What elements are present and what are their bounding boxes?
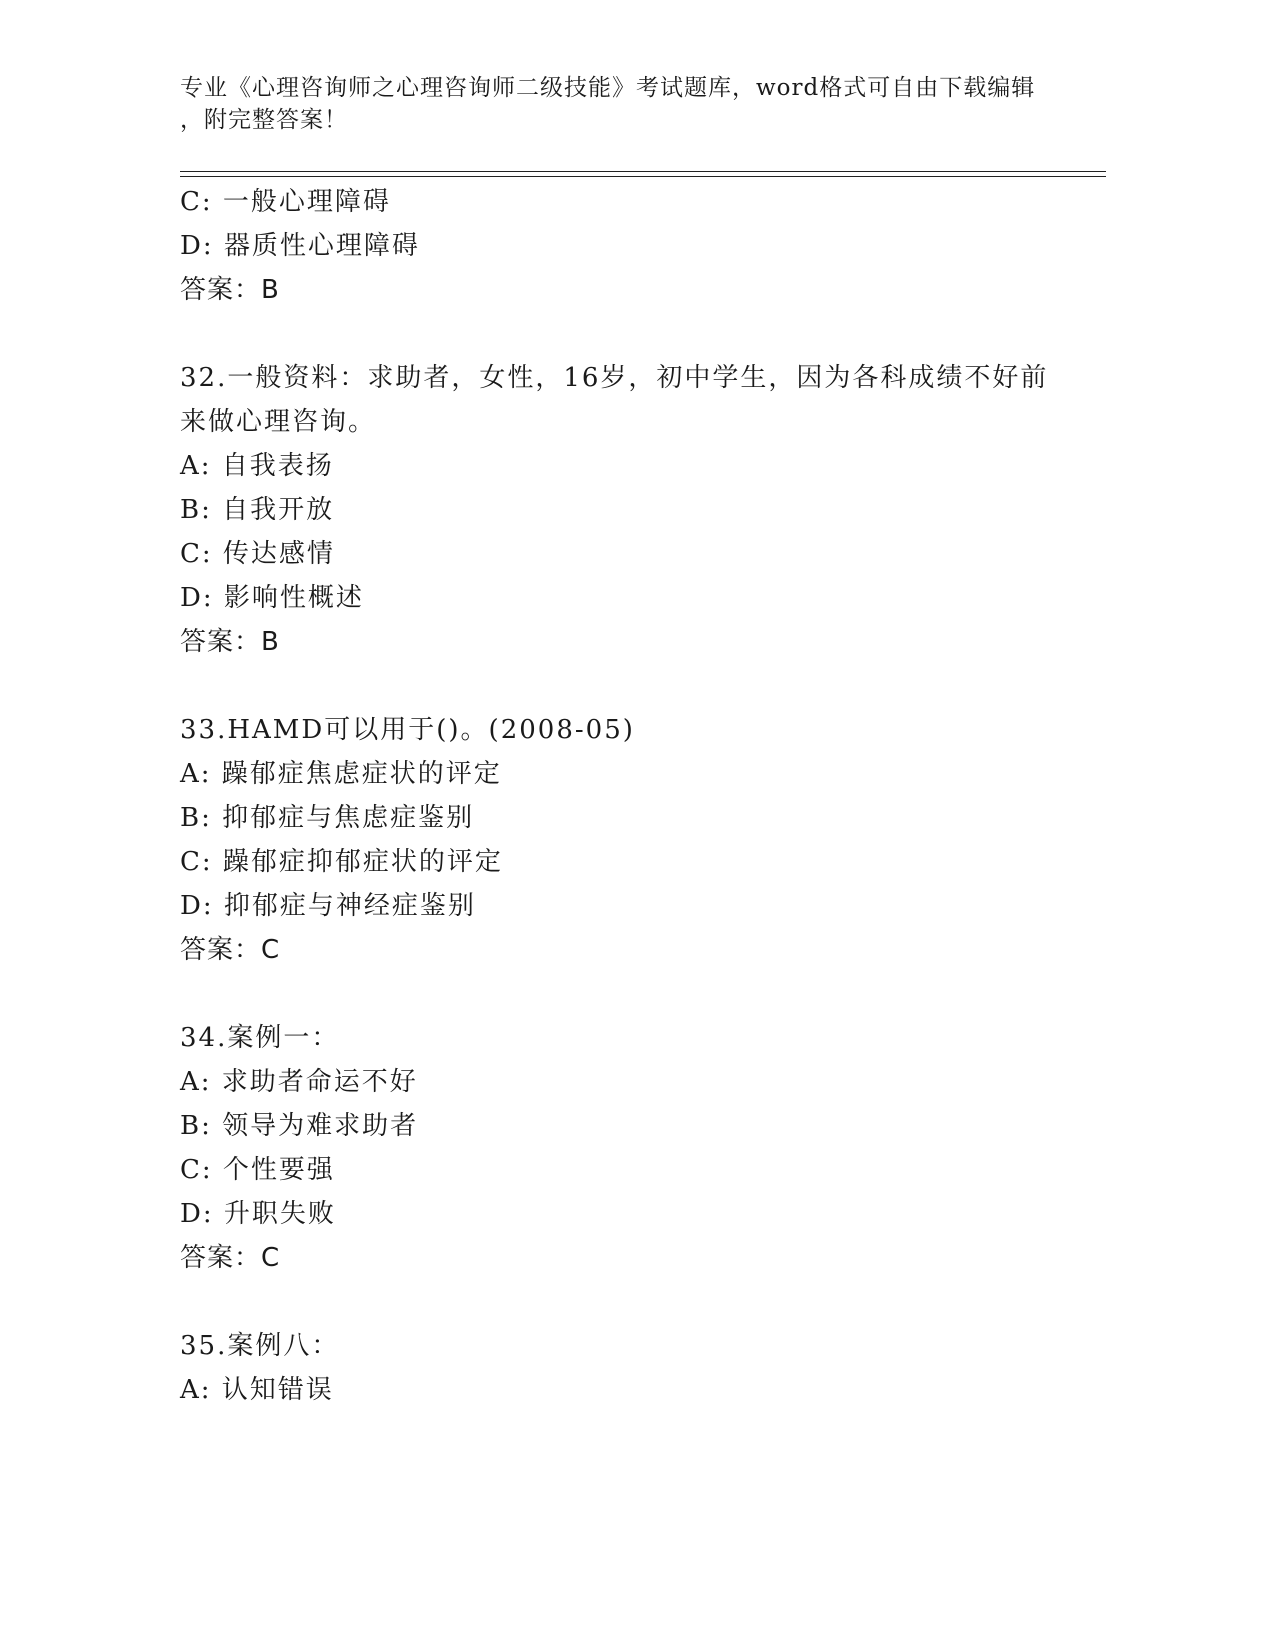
q34-option-a: A: 求助者命运不好 <box>180 1067 418 1097</box>
q31-option-c: C: 一般心理障碍 <box>180 187 391 217</box>
q33-stem: 33.HAMD可以用于()。(2008-05) <box>180 715 635 745</box>
q32-option-b: B: 自我开放 <box>180 495 335 525</box>
header-divider-bottom <box>180 176 1106 177</box>
q33-answer: 答案：C <box>180 935 281 965</box>
q32-option-c: C: 传达感情 <box>180 539 335 569</box>
q34-option-c: C: 个性要强 <box>180 1155 335 1185</box>
question-32-block <box>180 356 1080 664</box>
question-31-block <box>180 180 1080 312</box>
q34-stem: 34.案例一： <box>180 1023 340 1053</box>
spacer <box>180 1280 1080 1324</box>
header-line-1: 专业《心理咨询师之心理咨询师二级技能》考试题库，word格式可自由下载编辑 <box>180 75 1036 101</box>
question-list <box>180 180 1080 1412</box>
spacer <box>180 312 1080 356</box>
q33-option-c: C: 躁郁症抑郁症状的评定 <box>180 847 503 877</box>
q33-option-a: A: 躁郁症焦虑症状的评定 <box>180 759 502 789</box>
q33-option-d: D: 抑郁症与神经症鉴别 <box>180 891 476 921</box>
q31-option-d: D: 器质性心理障碍 <box>180 231 420 261</box>
q31-answer: 答案：B <box>180 275 280 305</box>
q32-option-a: A: 自我表扬 <box>180 451 334 481</box>
q34-option-b: B: 领导为难求助者 <box>180 1111 419 1141</box>
header-line-2: ，附完整答案！ <box>180 107 348 133</box>
document-header <box>180 72 1080 136</box>
q33-option-b: B: 抑郁症与焦虑症鉴别 <box>180 803 475 833</box>
q35-stem: 35.案例八： <box>180 1331 340 1361</box>
spacer <box>180 972 1080 1016</box>
q32-stem-line-1: 32.一般资料：求助者，女性，16岁，初中学生，因为各科成绩不好前 <box>180 363 1049 393</box>
q35-option-a: A: 认知错误 <box>180 1375 334 1405</box>
question-35-block <box>180 1324 1080 1412</box>
question-33-block <box>180 708 1080 972</box>
q32-option-d: D: 影响性概述 <box>180 583 364 613</box>
q32-stem-line-2: 来做心理咨询。 <box>180 407 377 437</box>
question-34-block <box>180 1016 1080 1280</box>
header-divider-top <box>180 171 1106 172</box>
q34-answer: 答案：C <box>180 1243 281 1273</box>
spacer <box>180 664 1080 708</box>
q32-answer: 答案：B <box>180 627 280 657</box>
q34-option-d: D: 升职失败 <box>180 1199 336 1229</box>
